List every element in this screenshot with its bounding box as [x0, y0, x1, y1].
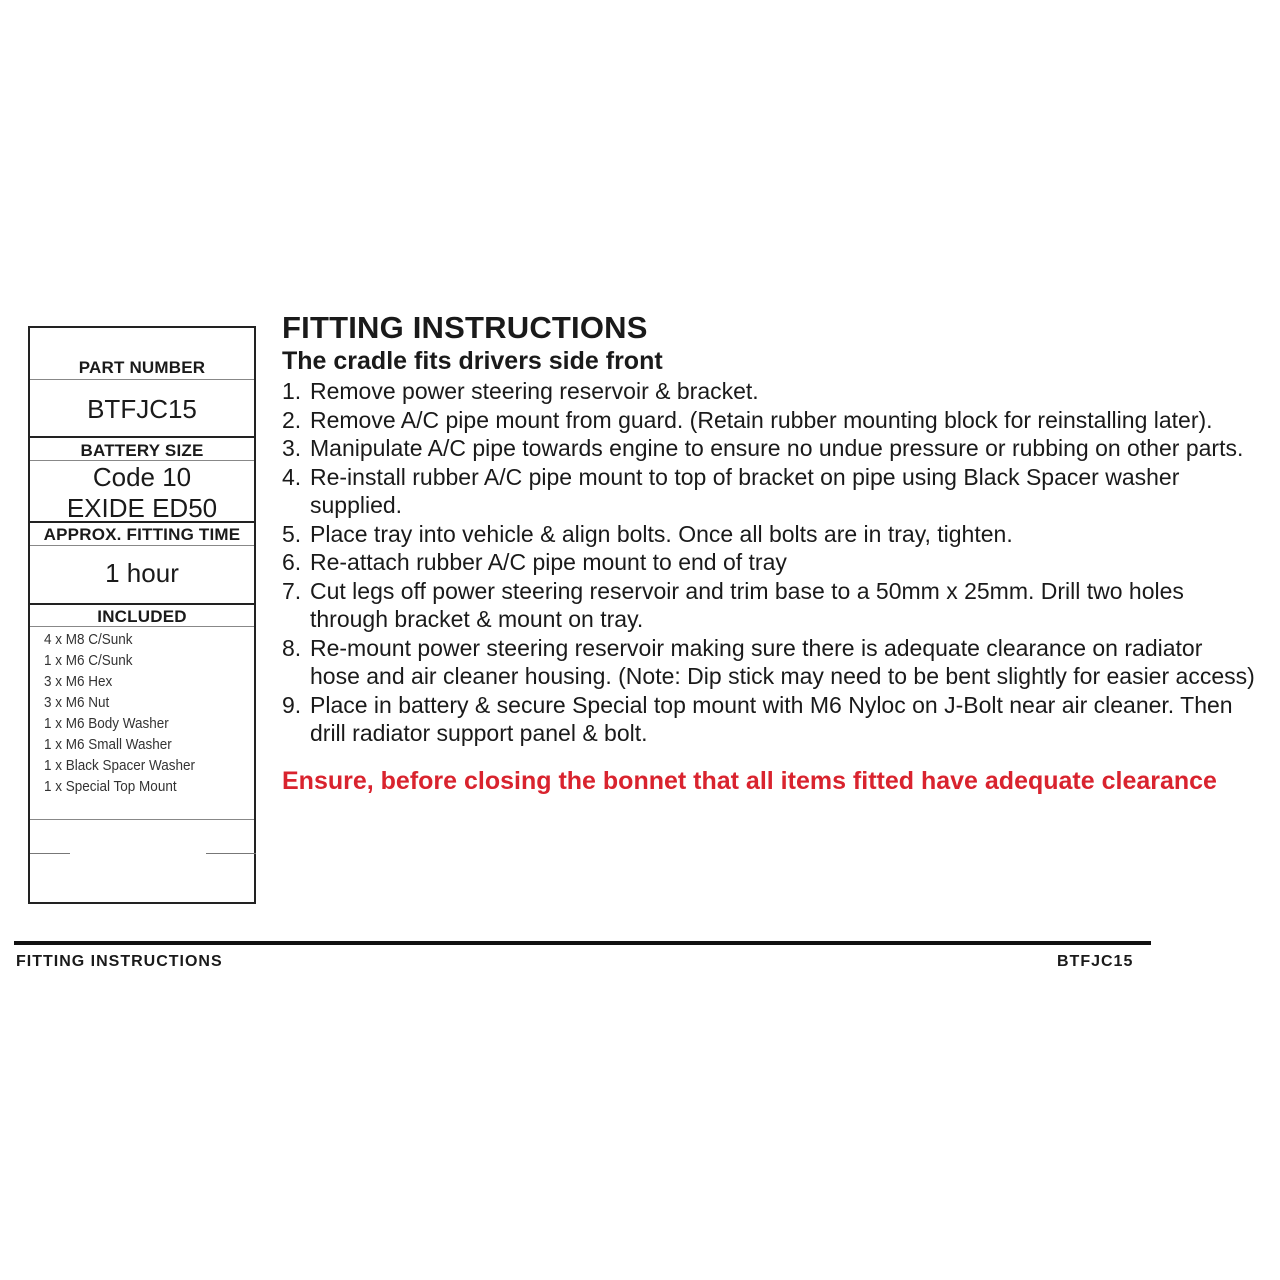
included-label: INCLUDED	[97, 607, 187, 626]
battery-code: Code 10	[92, 462, 192, 492]
footer-divider	[14, 941, 1151, 945]
step-number: 6.	[282, 549, 302, 575]
step-text: Cut legs off power steering reservoir and trim base to a 50mm x 25mm. Drill two holes through bracket & mount on tray.	[310, 577, 1184, 632]
divider	[30, 460, 254, 461]
step-number: 8.	[282, 634, 302, 661]
step-text: Remove power steering reservoir & bracket.	[310, 378, 759, 404]
step-item	[282, 520, 1257, 549]
step-text: Re-install rubber A/C pipe mount to top of bracket on pipe using Black Spacer washer supplied.	[310, 463, 1180, 518]
instructions-section	[282, 310, 1257, 797]
list-item: 1 x Black Spacer Washer	[44, 757, 196, 774]
step-item	[282, 577, 1257, 634]
step-number: 2.	[282, 406, 302, 433]
fitting-time-label: APPROX. FITTING TIME	[43, 525, 241, 544]
list-item: 3 x M6 Nut	[44, 694, 110, 711]
step-text: Place tray into vehicle & align bolts. Once all bolts are in tray, tighten.	[310, 520, 1013, 547]
list-item: 3 x M6 Hex	[44, 673, 113, 690]
step-item	[282, 434, 1257, 463]
footer-part-number: BTFJC15	[1057, 953, 1134, 970]
step-text: Place in battery & secure Special top mount with M6 Nyloc on J-Bolt near air cleaner. Then drill radiator support panel & bolt.	[310, 691, 1233, 746]
list-item: 1 x Special Top Mount	[44, 778, 177, 795]
step-text: Re-mount power steering reservoir making sure there is adequate clearance on radiator hose and air cleaner housing. (Note: Dip stick may need to be bent slightly for easier access)	[310, 634, 1255, 689]
step-number: 5.	[282, 520, 302, 547]
step-item	[282, 406, 1257, 435]
step-number: 4.	[282, 463, 302, 490]
step-item	[282, 377, 1257, 406]
steps-list	[282, 377, 1257, 748]
list-item: 1 x M6 Body Washer	[44, 715, 169, 732]
part-info-box	[28, 326, 256, 904]
list-item: 1 x M6 C/Sunk	[44, 652, 133, 669]
page-title: FITTING INSTRUCTIONS	[282, 310, 648, 345]
step-item	[282, 634, 1257, 691]
step-item	[282, 548, 1257, 577]
included-list	[44, 629, 212, 797]
fitting-time-value: 1 hour	[105, 558, 179, 588]
step-item	[282, 463, 1257, 520]
battery-size-label: BATTERY SIZE	[80, 441, 204, 460]
divider	[30, 626, 254, 627]
divider-fragment	[30, 853, 70, 854]
step-text: Manipulate A/C pipe towards engine to ensure no undue pressure or rubbing on other parts.	[310, 435, 1244, 461]
divider	[30, 545, 254, 546]
divider-fragment	[206, 853, 256, 854]
warning-note: Ensure, before closing the bonnet that all items fitted have adequate clearance	[282, 766, 1217, 795]
battery-model: EXIDE ED50	[66, 493, 218, 523]
divider	[30, 521, 254, 523]
part-number-label: PART NUMBER	[78, 358, 206, 377]
step-number: 9.	[282, 691, 302, 718]
step-text: Re-attach rubber A/C pipe mount to end of tray	[310, 549, 787, 575]
step-number: 1.	[282, 378, 302, 404]
page-subtitle: The cradle fits drivers side front	[282, 347, 663, 375]
divider	[30, 819, 254, 820]
divider	[30, 436, 254, 438]
step-number: 3.	[282, 435, 302, 461]
step-item	[282, 691, 1257, 748]
list-item: 4 x M8 C/Sunk	[44, 631, 133, 648]
step-text: Remove A/C pipe mount from guard. (Retain rubber mounting block for reinstalling later).	[310, 406, 1213, 433]
list-item: 1 x M6 Small Washer	[44, 736, 172, 753]
step-number: 7.	[282, 577, 302, 604]
part-number-value: BTFJC15	[87, 394, 197, 424]
footer-title: FITTING INSTRUCTIONS	[16, 953, 223, 970]
divider	[30, 379, 254, 380]
divider	[30, 603, 254, 605]
